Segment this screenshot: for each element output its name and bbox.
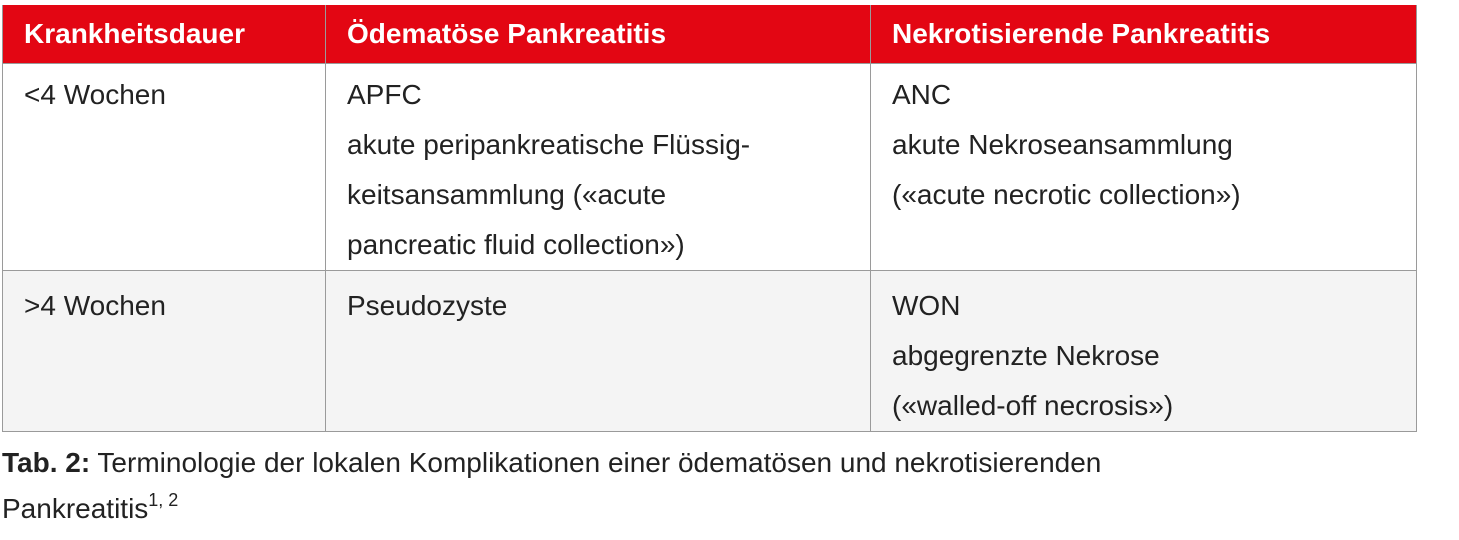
header-necrotizing: Nekrotisierende Pankreatitis (871, 5, 1417, 64)
cell-text: keitsansammlung («acute (347, 179, 667, 210)
caption-text: Terminologie der lokalen Komplikationen einer ödematösen und nekrotisierenden (90, 447, 1102, 478)
caption-text-continued: Pankreatitis (2, 493, 149, 524)
header-row (3, 5, 1417, 64)
cell-text: <4 Wochen (24, 79, 166, 110)
cell-text: («acute necrotic collection») (892, 179, 1241, 210)
header-oedematous: Ödematöse Pankreatitis (326, 5, 871, 64)
complications-table (2, 5, 1416, 432)
cell-text: pancreatic fluid collection») (347, 229, 685, 260)
cell-text: Pseudozyste (347, 290, 508, 321)
cell-text: («walled-off necrosis») (892, 390, 1174, 421)
caption-references: 1, 2 (148, 490, 179, 510)
cell-text: >4 Wochen (24, 290, 166, 321)
caption-line-2 (2, 486, 1402, 532)
cell-necrotizing (871, 64, 1417, 271)
cell-duration (3, 64, 326, 271)
cell-duration (3, 271, 326, 432)
cell-necrotizing (871, 271, 1417, 432)
cell-text: akute Nekroseansammlung (892, 129, 1233, 160)
table-header (3, 5, 1417, 64)
cell-abbreviation: WON (892, 290, 961, 321)
caption-label: Tab. 2: (2, 447, 91, 478)
terminology-table (2, 5, 1417, 432)
cell-text: akute peripankreatische Flüssig- (347, 129, 751, 160)
table-row (3, 271, 1417, 432)
cell-text: abgegrenzte Nekrose (892, 340, 1160, 371)
cell-oedematous (326, 271, 871, 432)
table-row (3, 64, 1417, 271)
cell-abbreviation: APFC (347, 79, 422, 110)
cell-abbreviation: ANC (892, 79, 952, 110)
header-duration: Krankheitsdauer (3, 5, 326, 64)
caption-line-1 (2, 440, 1402, 486)
table-caption (2, 440, 1402, 532)
cell-oedematous (326, 64, 871, 271)
